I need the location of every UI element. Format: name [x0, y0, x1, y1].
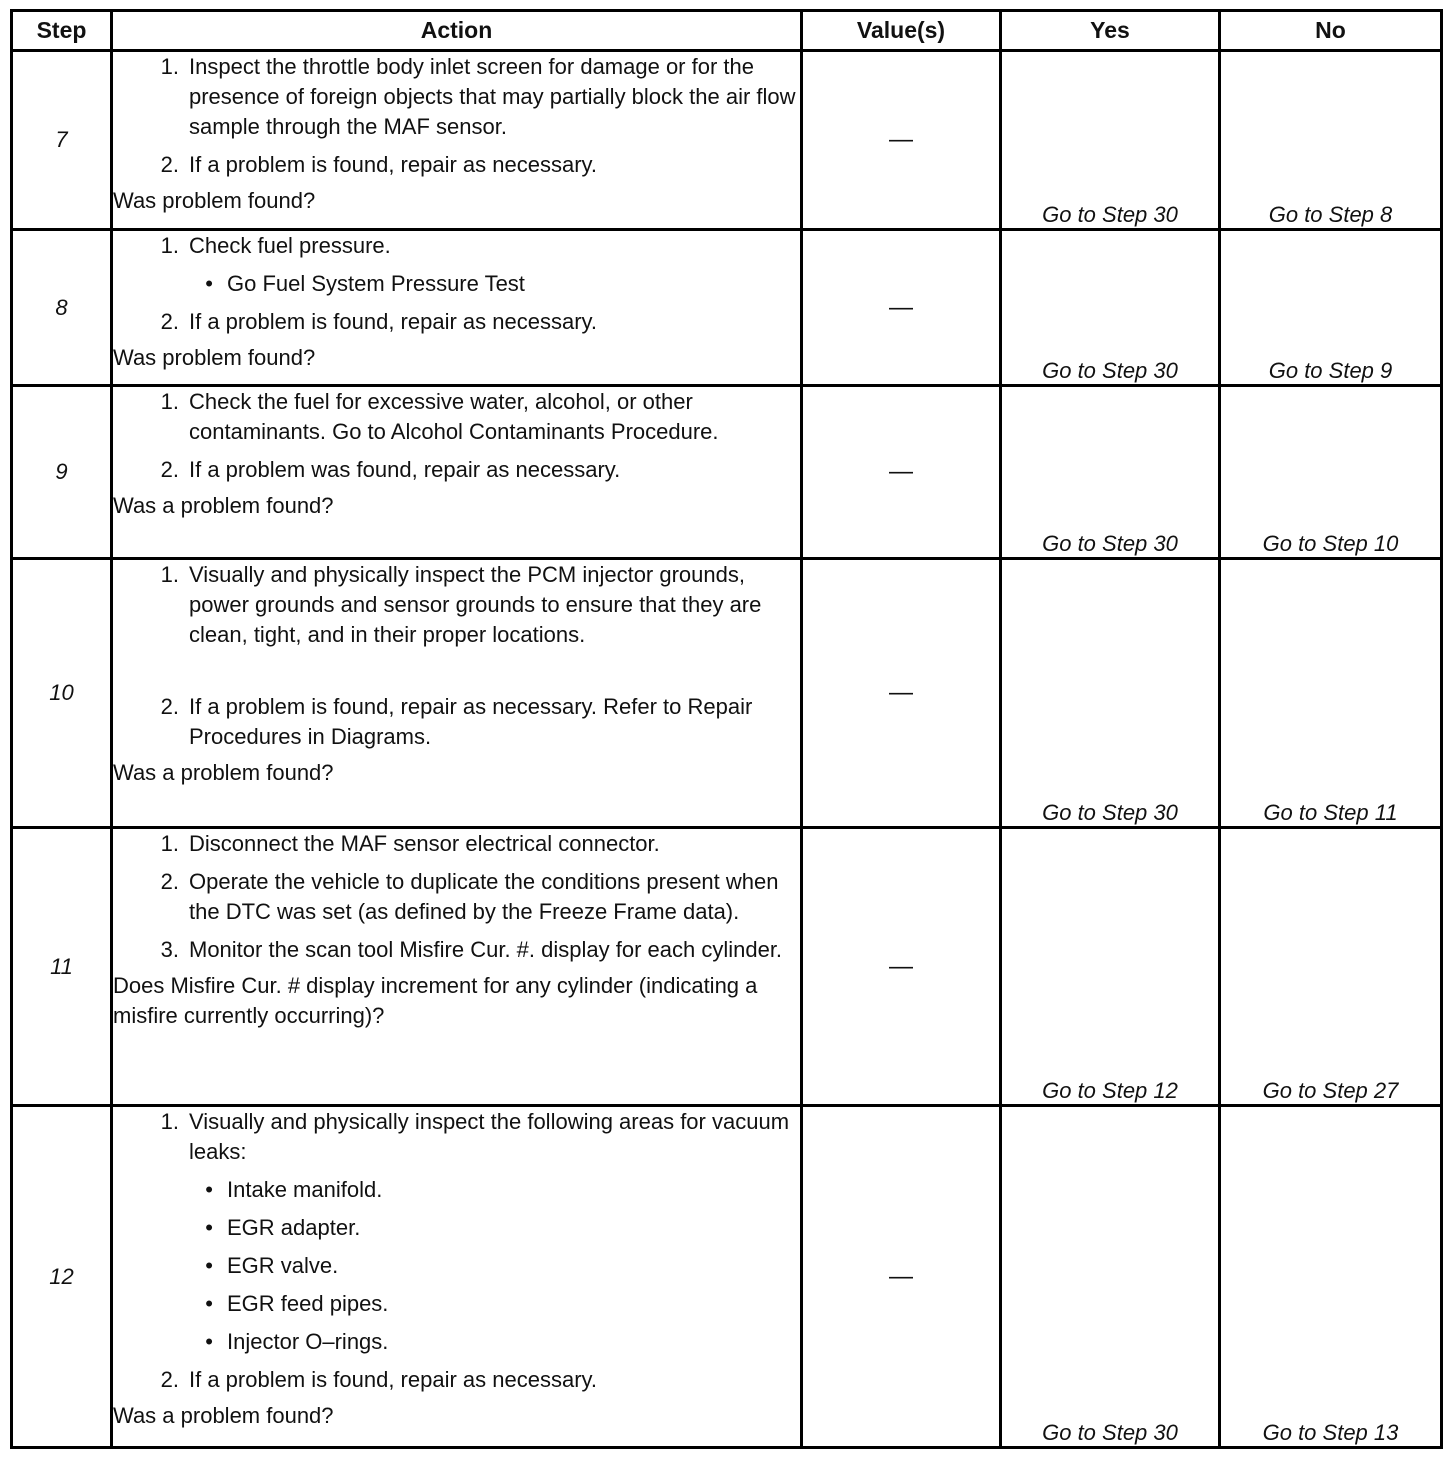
step-row-11: [12, 828, 1442, 1106]
item-number: 2.: [160, 869, 179, 894]
item-number: 1.: [160, 389, 179, 414]
step-row-12: [12, 1106, 1442, 1448]
value-cell: —: [802, 1106, 1001, 1448]
bullet-item: [113, 1289, 800, 1319]
step-number: 12: [12, 1106, 112, 1448]
action-item: [113, 692, 800, 752]
action-item: [113, 829, 800, 859]
question-text: Was a problem found?: [113, 760, 334, 785]
action-item: [113, 1107, 800, 1167]
question-text: Does Misfire Cur. # display increment for any cylinder (indicating a misfire currently occurring)?: [113, 973, 758, 1028]
yes-goto: Go to Step 30: [1001, 386, 1220, 559]
step-number: 9: [12, 386, 112, 559]
action-cell: [112, 386, 802, 559]
bullet-text: EGR valve.: [227, 1253, 339, 1278]
item-text: Visually and physically inspect the following areas for vacuum leaks:: [189, 1109, 790, 1164]
item-number: 2.: [160, 152, 179, 177]
no-goto: Go to Step 13: [1220, 1106, 1442, 1448]
step-number: 11: [12, 828, 112, 1106]
value-cell: —: [802, 386, 1001, 559]
step-row-9: [12, 386, 1442, 559]
bullet-icon: •: [205, 1329, 213, 1354]
action-item: [113, 150, 800, 180]
value-cell: —: [802, 230, 1001, 386]
question-text: Was problem found?: [113, 188, 316, 213]
bullet-item: [113, 1251, 800, 1281]
bullet-item: [113, 269, 800, 299]
action-item: [113, 52, 800, 142]
item-number: 2.: [160, 1367, 179, 1392]
no-goto: Go to Step 11: [1220, 559, 1442, 828]
action-item: [113, 560, 800, 650]
item-text: If a problem is found, repair as necessary. Refer to Repair Procedures in Diagrams.: [189, 694, 753, 749]
yes-goto: Go to Step 30: [1001, 559, 1220, 828]
item-text: If a problem is found, repair as necessary.: [189, 1367, 598, 1392]
step-number: 8: [12, 230, 112, 386]
item-text: Operate the vehicle to duplicate the conditions present when the DTC was set (as defined by the Freeze Frame data).: [189, 869, 779, 924]
header-step: Step: [12, 11, 112, 51]
no-goto: Go to Step 27: [1220, 828, 1442, 1106]
action-cell: [112, 559, 802, 828]
item-text: If a problem was found, repair as necessary.: [189, 457, 621, 482]
bullet-item: [113, 1175, 800, 1205]
header-yes: Yes: [1001, 11, 1220, 51]
action-item: [113, 867, 800, 927]
yes-goto: Go to Step 12: [1001, 828, 1220, 1106]
spacer: [113, 650, 800, 684]
action-cell: [112, 1106, 802, 1448]
bullet-text: EGR feed pipes.: [227, 1291, 389, 1316]
item-number: 2.: [160, 694, 179, 719]
action-cell: [112, 230, 802, 386]
value-cell: —: [802, 828, 1001, 1106]
item-number: 1.: [160, 1109, 179, 1134]
step-number: 7: [12, 51, 112, 230]
yes-goto: Go to Step 30: [1001, 51, 1220, 230]
action-item: [113, 935, 800, 965]
item-text: Monitor the scan tool Misfire Cur. #. display for each cylinder.: [189, 937, 783, 962]
action-cell: [112, 828, 802, 1106]
step-row-10: [12, 559, 1442, 828]
bullet-text: Go Fuel System Pressure Test: [227, 271, 525, 296]
bullet-icon: •: [205, 271, 213, 296]
item-text: If a problem is found, repair as necessary.: [189, 152, 598, 177]
action-cell: [112, 51, 802, 230]
no-goto: Go to Step 9: [1220, 230, 1442, 386]
question-text: Was a problem found?: [113, 1403, 334, 1428]
item-text: Inspect the throttle body inlet screen for damage or for the presence of foreign objects that may partially block the air flow sample through the MAF sensor.: [189, 54, 796, 139]
header-row: [12, 11, 1442, 51]
bullet-icon: •: [205, 1253, 213, 1278]
bullet-text: Injector O–rings.: [227, 1329, 389, 1354]
bullet-icon: •: [205, 1177, 213, 1202]
question-text: Was a problem found?: [113, 493, 334, 518]
item-text: Check the fuel for excessive water, alcohol, or other contaminants. Go to Alcohol Contaminants Procedure.: [189, 389, 719, 444]
item-number: 1.: [160, 831, 179, 856]
bullet-text: EGR adapter.: [227, 1215, 361, 1240]
diagnostic-table: [10, 9, 1443, 1449]
value-cell: —: [802, 51, 1001, 230]
header-action: Action: [112, 11, 802, 51]
item-number: 1.: [160, 562, 179, 587]
action-item: [113, 387, 800, 447]
item-number: 2.: [160, 309, 179, 334]
action-item: [113, 455, 800, 485]
header-no: No: [1220, 11, 1442, 51]
bullet-item: [113, 1213, 800, 1243]
yes-goto: Go to Step 30: [1001, 230, 1220, 386]
item-text: Disconnect the MAF sensor electrical connector.: [189, 831, 660, 856]
item-number: 1.: [160, 233, 179, 258]
bullet-icon: •: [205, 1215, 213, 1240]
item-number: 2.: [160, 457, 179, 482]
no-goto: Go to Step 8: [1220, 51, 1442, 230]
action-item: [113, 307, 800, 337]
bullet-icon: •: [205, 1291, 213, 1316]
header-values: Value(s): [802, 11, 1001, 51]
item-text: If a problem is found, repair as necessary.: [189, 309, 598, 334]
step-row-8: [12, 230, 1442, 386]
no-goto: Go to Step 10: [1220, 386, 1442, 559]
yes-goto: Go to Step 30: [1001, 1106, 1220, 1448]
item-text: Check fuel pressure.: [189, 233, 391, 258]
step-row-7: [12, 51, 1442, 230]
item-number: 3.: [160, 937, 179, 962]
question-text: Was problem found?: [113, 345, 316, 370]
bullet-text: Intake manifold.: [227, 1177, 383, 1202]
item-number: 1.: [160, 54, 179, 79]
action-item: [113, 231, 800, 261]
value-cell: —: [802, 559, 1001, 828]
action-item: [113, 1365, 800, 1395]
step-number: 10: [12, 559, 112, 828]
item-text: Visually and physically inspect the PCM injector grounds, power grounds and sensor grounds to ensure that they are clean, tight, and in their proper locations.: [189, 562, 762, 647]
bullet-item: [113, 1327, 800, 1357]
